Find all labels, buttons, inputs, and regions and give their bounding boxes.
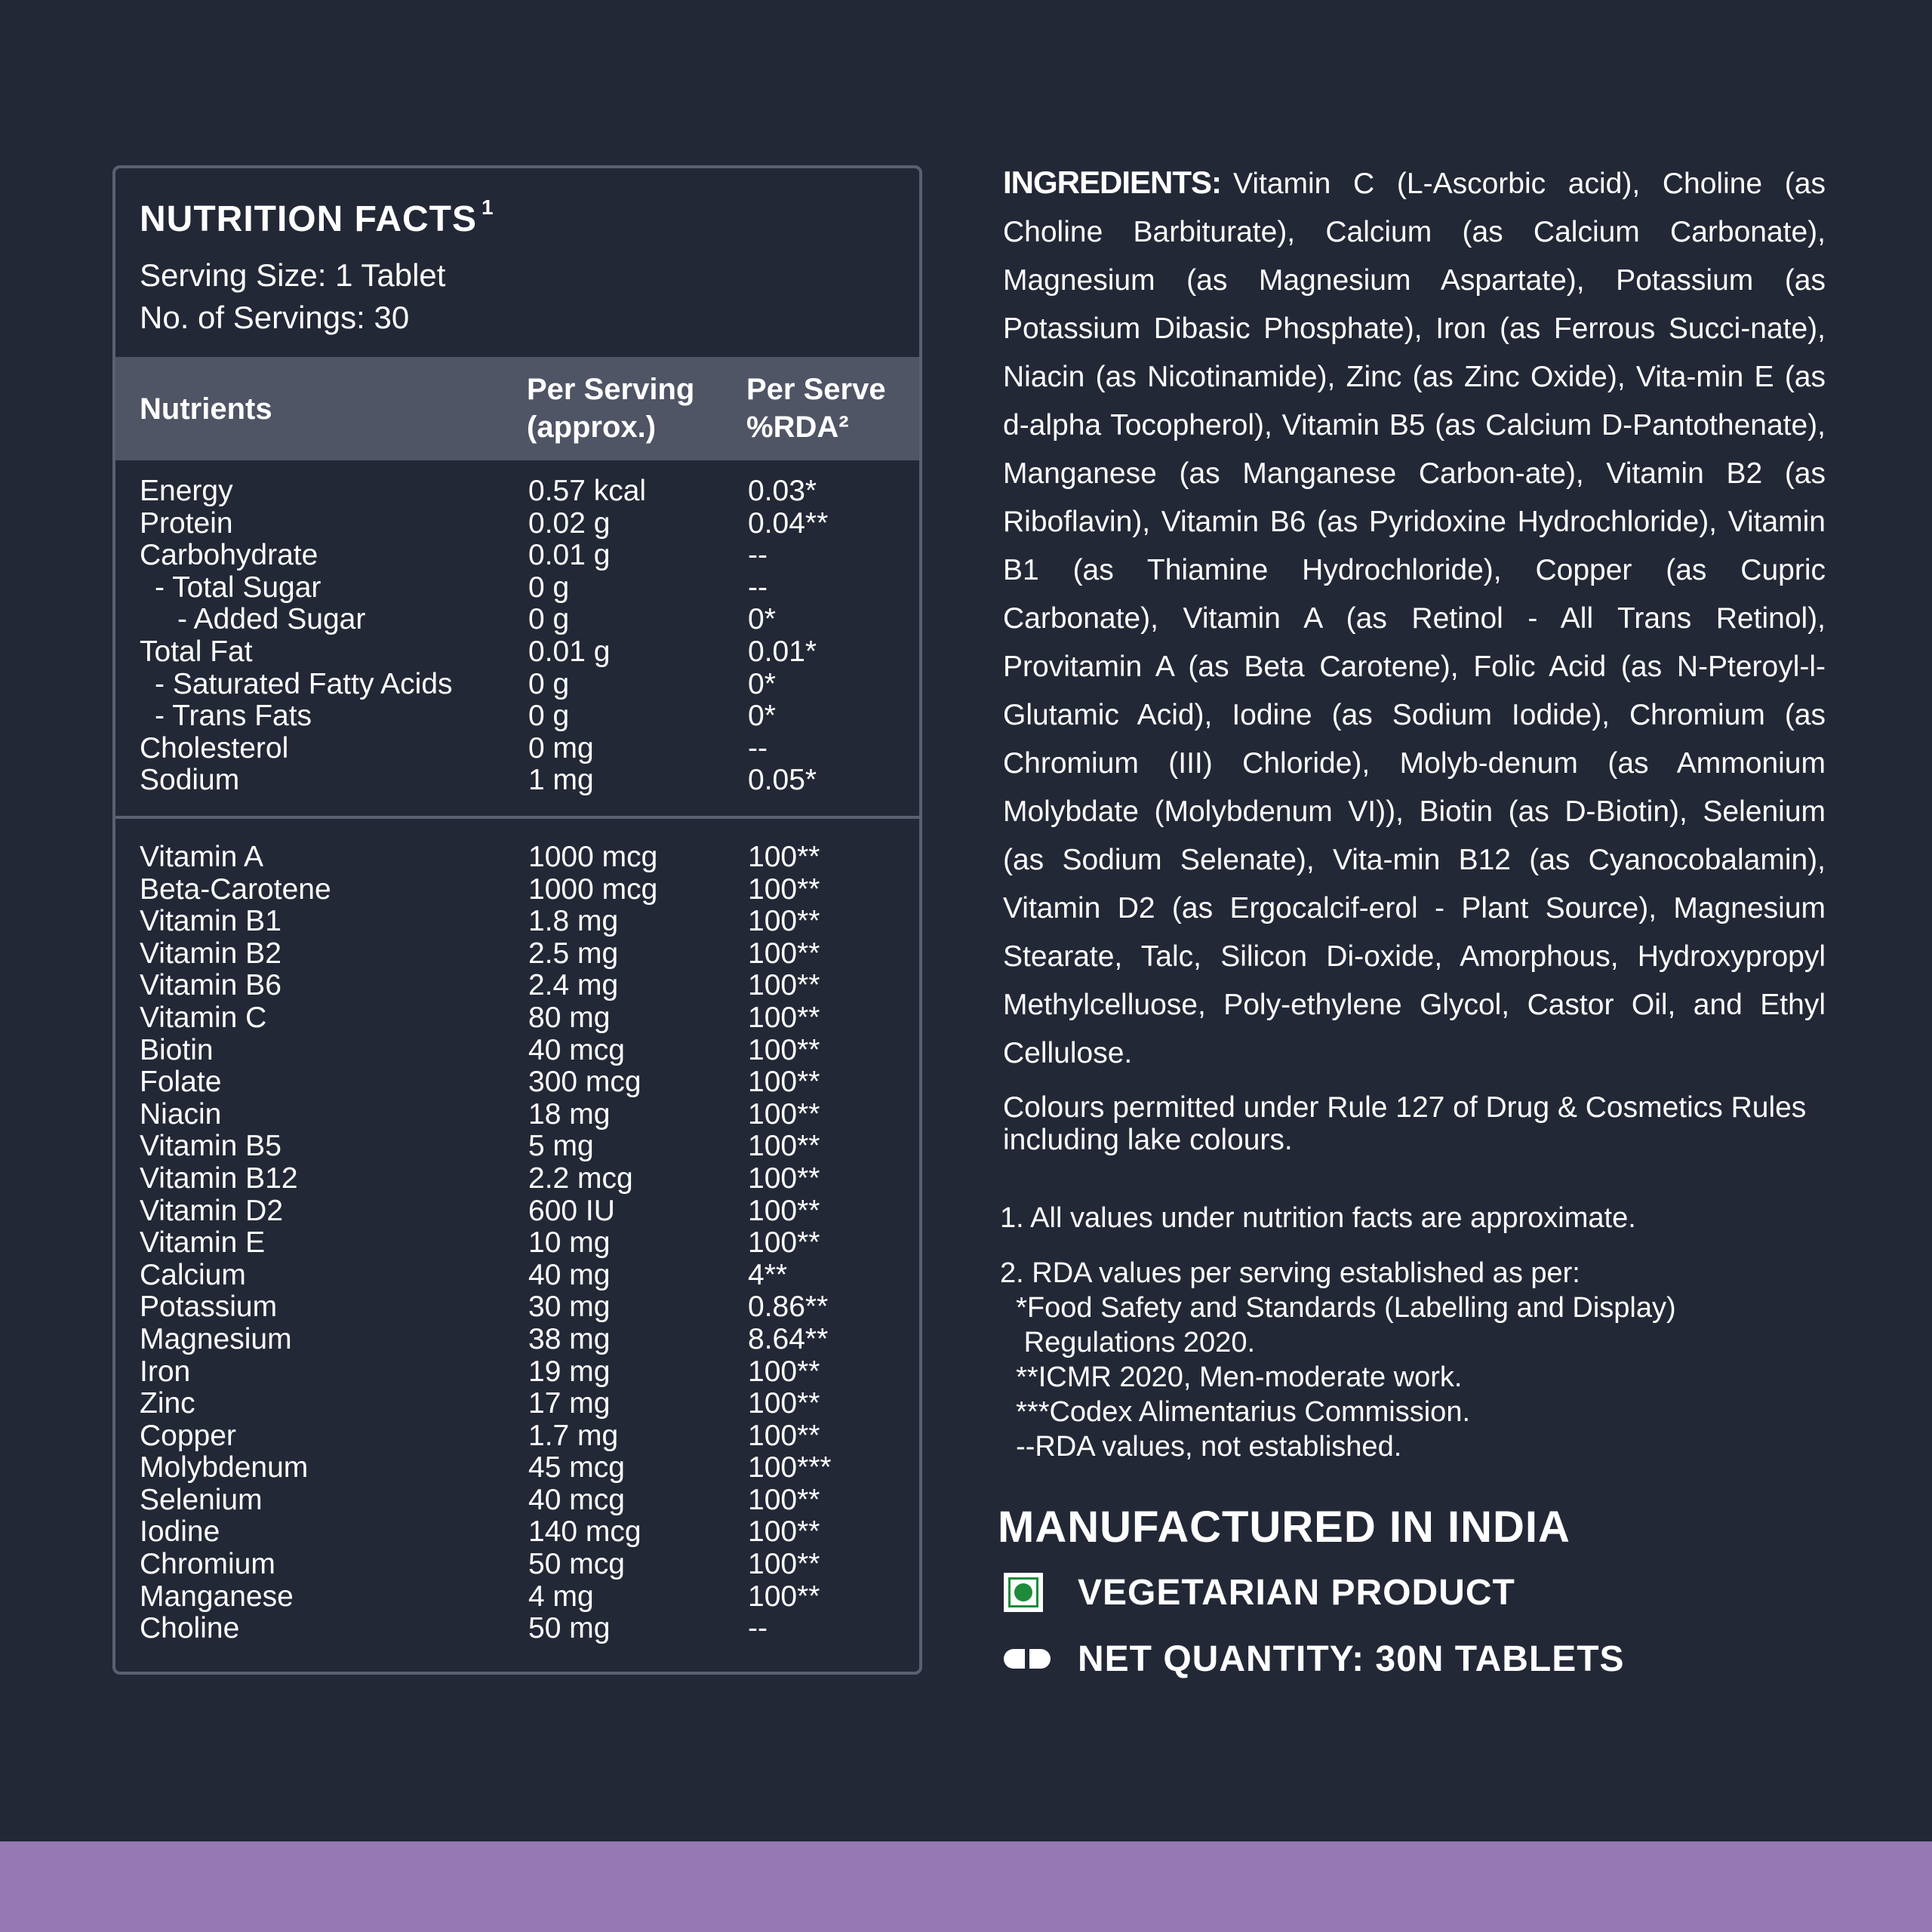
nutrient-rda: 100** xyxy=(748,937,820,970)
ingredients-block xyxy=(1003,158,1826,1078)
manufactured-in-india: MANUFACTURED IN INDIA xyxy=(998,1503,1571,1552)
nutrient-rda: 100** xyxy=(748,1161,820,1195)
nutrient-name: Vitamin D2 xyxy=(140,1194,284,1227)
nutrient-row xyxy=(140,1549,894,1581)
nutrient-rda: 100** xyxy=(748,1066,820,1099)
nutrient-row xyxy=(140,1002,894,1035)
nutrient-name: Calcium xyxy=(140,1258,246,1291)
nutrient-rda: 8.64** xyxy=(748,1322,829,1355)
nutrient-rda: 0.86** xyxy=(748,1291,829,1324)
nutrient-name: - Saturated Fatty Acids xyxy=(155,667,453,700)
nutrient-rda: 100** xyxy=(748,841,820,873)
nutrient-name: Selenium xyxy=(140,1483,263,1516)
net-quantity-row xyxy=(1004,1636,1625,1681)
nutrient-rda: -- xyxy=(748,571,768,604)
nutrient-row xyxy=(140,1035,894,1067)
nutrient-per-serving: 10 mg xyxy=(528,1226,611,1260)
nutrient-row xyxy=(140,1099,894,1131)
nutrient-per-serving: 2.5 mg xyxy=(528,937,619,970)
nutrient-per-serving: 5 mg xyxy=(528,1130,594,1163)
nutrient-per-serving: 0 g xyxy=(528,667,570,700)
nutrient-row xyxy=(140,669,894,701)
nutrient-row xyxy=(140,1163,894,1195)
nutrient-per-serving: 600 IU xyxy=(528,1194,615,1227)
nutrient-name: Biotin xyxy=(140,1033,214,1066)
nutrient-per-serving: 50 mcg xyxy=(528,1548,625,1581)
nutrient-per-serving: 40 mcg xyxy=(528,1033,625,1066)
nutrient-row xyxy=(140,1516,894,1549)
nutrient-rda: 0.05* xyxy=(748,764,817,797)
nutrient-per-serving: 17 mg xyxy=(528,1387,611,1420)
nutrient-row xyxy=(140,572,894,605)
vegetarian-label: VEGETARIAN PRODUCT xyxy=(1078,1572,1515,1613)
nutrient-rda: 100** xyxy=(748,872,820,906)
nutrient-name: Vitamin C xyxy=(140,1001,267,1034)
nutrient-row xyxy=(140,475,894,508)
nutrient-name: Protein xyxy=(140,506,233,540)
nutrient-rda: 0* xyxy=(748,603,776,636)
nutrient-per-serving: 0 g xyxy=(528,700,570,733)
nutrient-rda: -- xyxy=(748,1612,768,1645)
nutrient-row xyxy=(140,1420,894,1453)
nutrient-rda: -- xyxy=(748,539,768,572)
nutrient-per-serving: 45 mcg xyxy=(528,1451,625,1484)
nutrient-rda: 100** xyxy=(748,905,820,938)
nutrient-name: Beta-Carotene xyxy=(140,872,331,906)
nutrient-rda: 100** xyxy=(748,1387,820,1420)
nutrient-name: Choline xyxy=(140,1612,240,1645)
nutrient-row xyxy=(140,764,894,797)
nutrient-name: Copper xyxy=(140,1419,236,1452)
nutrient-per-serving: 1.8 mg xyxy=(528,905,619,938)
nutrient-name: Manganese xyxy=(140,1580,294,1613)
nutrient-name: - Trans Fats xyxy=(155,700,312,733)
nutrient-per-serving: 40 mg xyxy=(528,1258,611,1291)
nutrient-rda: 100** xyxy=(748,1130,820,1163)
nutrient-row xyxy=(140,636,894,669)
nutrient-row xyxy=(140,906,894,938)
nutrient-rda: -- xyxy=(748,731,768,764)
nutrient-per-serving: 50 mg xyxy=(528,1612,611,1645)
footnote-1: 1. All values under nutrition facts are approximate. xyxy=(1000,1202,1636,1234)
nutrient-name: Vitamin B5 xyxy=(140,1130,281,1163)
nutrient-row xyxy=(140,508,894,540)
nutrient-rda: 100** xyxy=(748,1001,820,1034)
vegetarian-row xyxy=(1004,1570,1515,1615)
header-per-serving-line1: Per Serving xyxy=(527,373,695,406)
micro-nutrient-rows xyxy=(140,841,894,1645)
nutrient-per-serving: 140 mcg xyxy=(528,1515,641,1549)
nutrient-per-serving: 1000 mcg xyxy=(528,872,658,906)
nutrition-facts-panel xyxy=(112,165,922,1675)
nutrient-row xyxy=(140,1452,894,1484)
header-per-serving xyxy=(527,371,694,446)
colours-note: Colours permitted under Rule 127 of Drug & Cosmetics Rules including lake colours. xyxy=(1003,1091,1807,1156)
nutrient-per-serving: 0.01 g xyxy=(528,635,611,668)
nutrition-title-sup: 1 xyxy=(481,195,494,219)
nutrient-name: Iodine xyxy=(140,1515,220,1549)
nutrient-rda: 100** xyxy=(748,969,820,1002)
nutrient-per-serving: 38 mg xyxy=(528,1322,611,1355)
nutrient-row xyxy=(140,1324,894,1356)
table-header xyxy=(115,357,919,460)
nutrient-per-serving: 0 mg xyxy=(528,731,594,764)
nutrient-row xyxy=(140,1131,894,1163)
serving-info xyxy=(140,254,445,339)
nutrient-row xyxy=(140,1066,894,1099)
nutrient-rda: 100** xyxy=(748,1226,820,1260)
nutrition-title-text: NUTRITION FACTS xyxy=(140,199,477,239)
nutrient-row xyxy=(140,540,894,572)
net-quantity-label: NET QUANTITY: 30N TABLETS xyxy=(1078,1638,1625,1679)
nutrient-rda: 100*** xyxy=(748,1451,832,1484)
nutrient-row xyxy=(140,1388,894,1420)
nutrient-name: Vitamin A xyxy=(140,841,264,873)
header-nutrients: Nutrients xyxy=(140,392,272,426)
ingredients-label: INGREDIENTS: xyxy=(1003,165,1222,200)
nutrient-row xyxy=(140,733,894,765)
nutrient-name: Vitamin B1 xyxy=(140,905,281,938)
nutrient-per-serving: 1000 mcg xyxy=(528,841,658,873)
nutrient-row xyxy=(140,970,894,1002)
nutrient-rda: 100** xyxy=(748,1419,820,1452)
nutrient-rda: 0* xyxy=(748,700,776,733)
nutrient-name: Energy xyxy=(140,475,233,507)
nutrient-per-serving: 4 mg xyxy=(528,1580,594,1613)
nutrient-name: Iron xyxy=(140,1355,191,1388)
header-rda-line2: %RDA² xyxy=(746,411,849,444)
nutrient-row xyxy=(140,938,894,971)
header-per-serving-line2: (approx.) xyxy=(527,411,657,444)
nutrient-per-serving: 0.02 g xyxy=(528,506,611,540)
nutrient-per-serving: 80 mg xyxy=(528,1001,611,1034)
ingredients-text: Vitamin C (L-Ascorbic acid), Choline (as Choline Barbiturate), Calcium (as Calcium Carbonate), Magnesium (as Magnesium Aspartate), Potassium (as Potassium Dibasic Phosphate), Iron (as Ferrous Succi-nate), Niacin (as Nicotinamide), Zinc (as Zinc Oxide), Vita-min E (as d-alpha Tocopherol), Vitamin B5 (as Calcium D-Pantothenate), Manganese (as Manganese Carbon-ate), Vitamin B2 (as Riboflavin), Vitamin B6 (as Pyridoxine Hydrochloride), Vitamin B1 (as Thiamine Hydrochloride), Copper (as Cupric Carbonate), Vitamin A (as Retinol - All Trans Retinol), Provitamin A (as Beta Carotene), Folic Acid (as N-Pteroyl-l-Glutamic Acid), Iodine (as Sodium Iodide), Chromium (as Chromium (III) Chloride), Molyb-denum (as Ammonium Molybdate (Molybdenum VI)), Biotin (as D-Biotin), Selenium (as Sodium Selenate), Vita-min B12 (as Cyanocobalamin), Vitamin D2 (as Ergocalcif-erol - Plant Source), Magnesium Stearate, Talc, Silicon Di-oxide, Amorphous, Hydroxypropyl Methylcelluose, Poly-ethylene Glycol, Castor Oil, and Ethyl Cellulose. xyxy=(1003,168,1826,1069)
nutrient-row xyxy=(140,1260,894,1292)
nutrient-rda: 0.01* xyxy=(748,635,817,668)
macro-nutrient-rows xyxy=(140,475,894,797)
servings-count: No. of Servings: 30 xyxy=(140,300,410,335)
serving-size: Serving Size: 1 Tablet xyxy=(140,257,446,293)
nutrient-rda: 100** xyxy=(748,1580,820,1613)
nutrient-per-serving: 0 g xyxy=(528,603,570,636)
nutrient-name: Vitamin B6 xyxy=(140,969,281,1002)
nutrient-name: Total Fat xyxy=(140,635,253,668)
nutrient-row xyxy=(140,874,894,906)
bottom-color-band xyxy=(0,1841,1932,1932)
nutrient-row xyxy=(140,841,894,874)
nutrient-rda: 0.04** xyxy=(748,506,829,540)
nutrition-title xyxy=(140,195,494,240)
nutrient-name: Molybdenum xyxy=(140,1451,309,1484)
nutrient-rda: 0* xyxy=(748,667,776,700)
table-divider xyxy=(115,816,919,819)
nutrient-per-serving: 0 g xyxy=(528,571,570,604)
nutrient-rda: 100** xyxy=(748,1515,820,1549)
nutrient-name: Chromium xyxy=(140,1548,275,1581)
nutrient-per-serving: 19 mg xyxy=(528,1355,611,1388)
veg-mark-icon xyxy=(1004,1573,1043,1612)
header-rda xyxy=(746,371,886,446)
nutrient-per-serving: 1 mg xyxy=(528,764,594,797)
nutrient-per-serving: 2.4 mg xyxy=(528,969,619,1002)
nutrient-row xyxy=(140,1581,894,1614)
nutrient-row xyxy=(140,700,894,733)
nutrient-rda: 100** xyxy=(748,1355,820,1388)
header-rda-line1: Per Serve xyxy=(746,373,886,406)
nutrient-rda: 0.03* xyxy=(748,475,817,507)
nutrient-rda: 100** xyxy=(748,1483,820,1516)
nutrient-per-serving: 30 mg xyxy=(528,1291,611,1324)
nutrient-rda: 100** xyxy=(748,1033,820,1066)
nutrient-name: Sodium xyxy=(140,764,240,797)
capsule-icon xyxy=(1004,1649,1051,1669)
nutrient-rda: 100** xyxy=(748,1097,820,1131)
nutrient-name: Zinc xyxy=(140,1387,195,1420)
nutrient-name: Magnesium xyxy=(140,1322,292,1355)
nutrient-per-serving: 1.7 mg xyxy=(528,1419,619,1452)
nutrient-name: Vitamin B2 xyxy=(140,937,281,970)
nutrient-row xyxy=(140,1291,894,1324)
nutrient-row xyxy=(140,1227,894,1260)
footnote-2: 2. RDA values per serving established as per: *Food Safety and Standards (Labelling and Display) Regulations 2020. **ICMR 2020, Men-moderate work. ***Codex Alimentarius Commission. --RDA values, not established. xyxy=(1000,1257,1676,1463)
nutrient-row xyxy=(140,1484,894,1517)
nutrient-name: Vitamin B12 xyxy=(140,1161,298,1195)
nutrient-name: Cholesterol xyxy=(140,731,289,764)
nutrient-row xyxy=(140,1613,894,1645)
nutrient-name: Niacin xyxy=(140,1097,222,1131)
nutrient-per-serving: 300 mcg xyxy=(528,1066,641,1099)
nutrient-row xyxy=(140,1356,894,1389)
nutrient-row xyxy=(140,1195,894,1228)
nutrient-name: Vitamin E xyxy=(140,1226,266,1260)
nutrient-per-serving: 2.2 mcg xyxy=(528,1161,633,1195)
nutrient-rda: 100** xyxy=(748,1194,820,1227)
nutrient-name: Potassium xyxy=(140,1291,278,1324)
nutrient-per-serving: 0.01 g xyxy=(528,539,611,572)
nutrient-rda: 4** xyxy=(748,1258,788,1291)
nutrient-rda: 100** xyxy=(748,1548,820,1581)
nutrient-name: Folate xyxy=(140,1066,222,1099)
nutrient-name: Carbohydrate xyxy=(140,539,318,572)
nutrient-per-serving: 18 mg xyxy=(528,1097,611,1131)
nutrient-row xyxy=(140,604,894,636)
nutrient-name: - Total Sugar xyxy=(155,571,321,604)
nutrient-per-serving: 40 mcg xyxy=(528,1483,625,1516)
nutrient-per-serving: 0.57 kcal xyxy=(528,475,647,507)
nutrient-name: - Added Sugar xyxy=(177,603,366,636)
